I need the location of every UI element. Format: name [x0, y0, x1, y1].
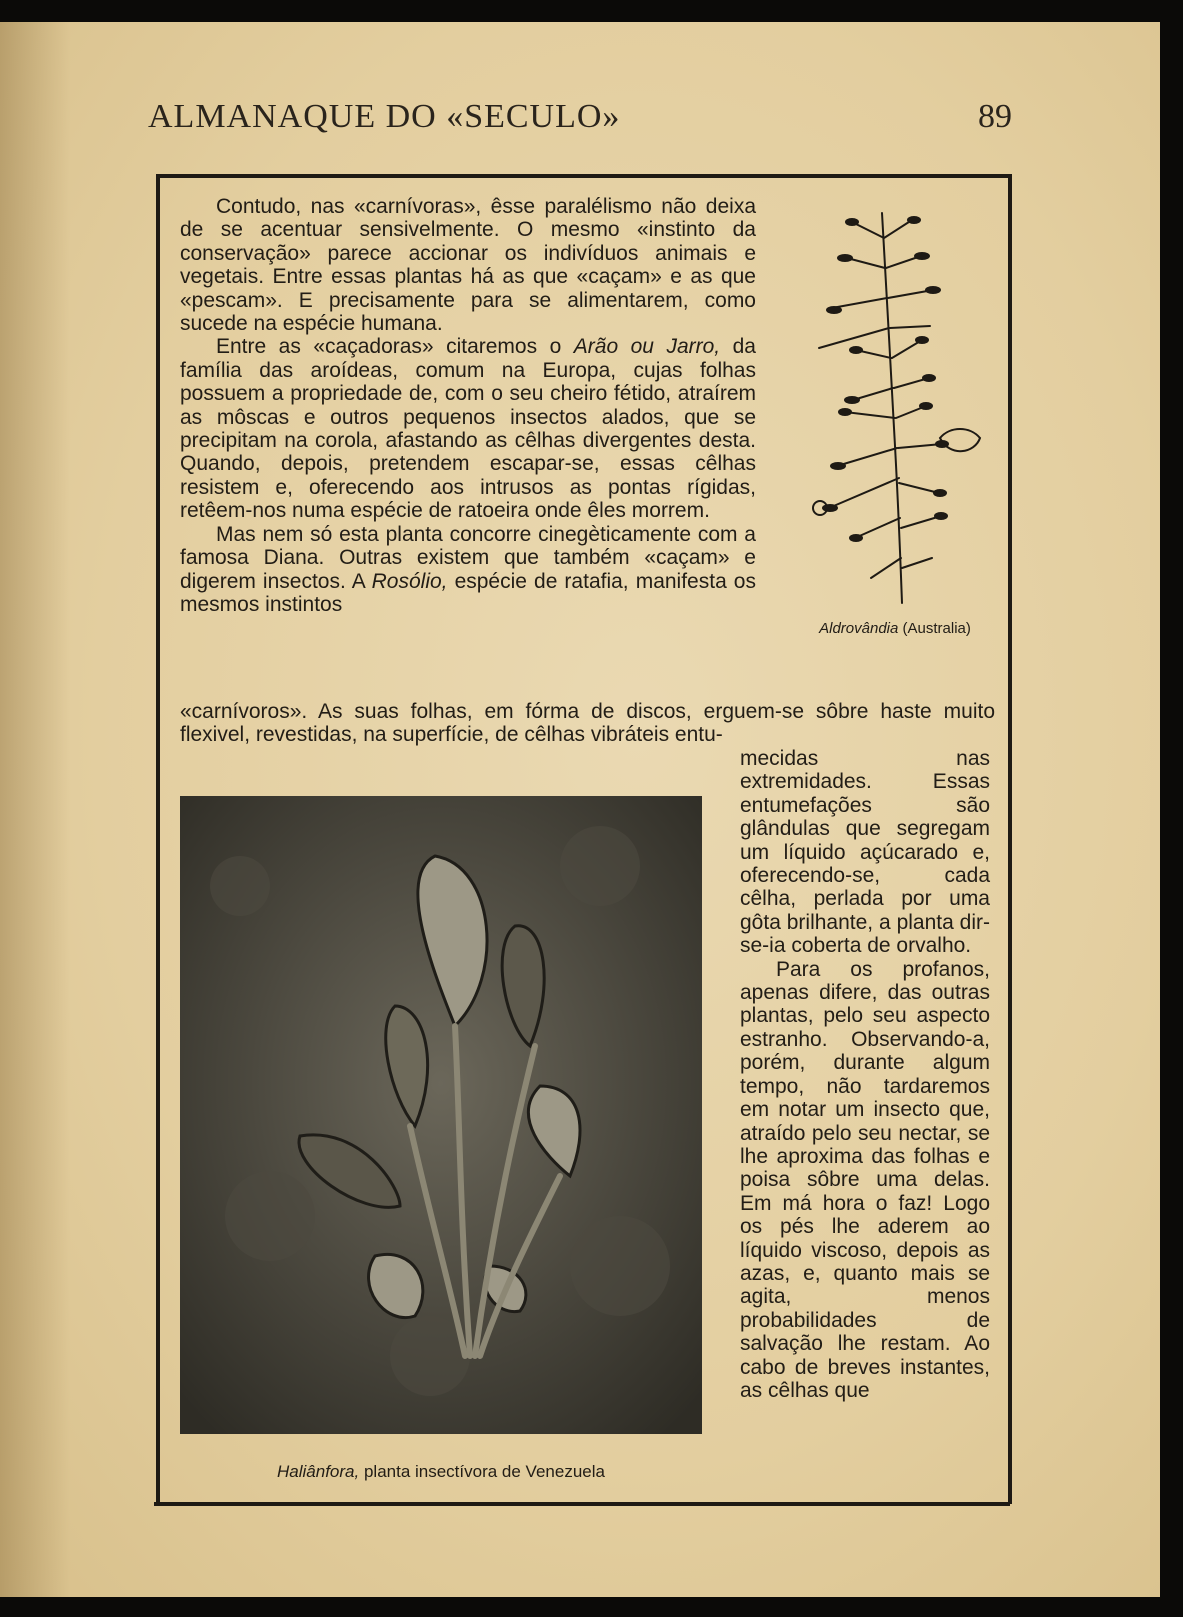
plant-name: Arão ou Jarro, — [573, 335, 721, 359]
aldrovandia-caption: Aldrovândia (Australia) — [819, 620, 971, 637]
spine-shadow — [0, 22, 70, 1597]
article-column-wide — [180, 700, 995, 747]
plant-name: Rosólio, — [371, 569, 448, 593]
frame-rule-top — [160, 174, 1010, 178]
page — [0, 22, 1160, 1597]
paragraph: Entre as «caçadoras» citaremos o Arão ou Jarro, da família das aroídeas, comum na Europa, cujas folhas possuem a propriedade de, com o seu cheiro fétido, atraírem as môscas e outros pequenos insectos alados, que se precipitam na corola, afastando as cêlhas divergentes desta. Quando, depois, pretendem escapar-se, essas cêlhas resistem e, oferecendo aos intrusos as pontas rígidas, retêem-nos numa espécie de ratoeira onde êles morrem. — [180, 335, 756, 523]
photo-caption: Haliânfora, planta insectívora de Venezuela — [277, 1462, 605, 1481]
paragraph: Para os profanos, apenas difere, das outras plantas, pelo seu aspecto estranho. Observando-a, porém, durante algum tempo, não tardaremos em notar um insecto que, atraído pelo seu nectar, se lhe aproxima das folhas e poisa sôbre uma delas. Em má hora o faz! Logo os pés lhe aderem ao líquido viscoso, depois as azas, e, quanto mais se agita, menos probabilidades de salvação lhe restam. Ao cabo de breves instantes, as cêlhas que — [740, 957, 990, 1402]
paragraph: «carnívoros». As suas folhas, em fórma de discos, erguem-se sôbre haste muito flexivel, revestidas, na superfície, de cêlhas vibráteis entu- — [180, 700, 995, 747]
frame-rule-left — [156, 174, 160, 1504]
article-column-right — [740, 747, 990, 1402]
halianfora-photo — [180, 796, 702, 1434]
frame-rule-right — [1008, 174, 1012, 1504]
running-header-title: ALMANAQUE DO «SECULO» — [148, 98, 621, 135]
paragraph: Contudo, nas «carnívoras», êsse paralélismo não deixa de se acentuar sensivelmente. O mesmo «instinto da conservação» parece accionar os indivíduos animais e vegetais. Entre essas plantas há as que «caçam» e as que «pescam». E precisamente para se alimentarem, como sucede na espécie humana. — [180, 195, 756, 336]
paragraph: mecidas nas extremidades. Essas entumefações são glândulas que segregam um líquido açúcarado e, oferecendo-se, cada cêlha, perlada por uma gôta brilhante, a planta dir-se-ia coberta de orvalho. — [740, 747, 990, 958]
aldrovandia-illustration — [790, 198, 995, 613]
frame-rule-bottom — [154, 1502, 1010, 1506]
paragraph: Mas nem só esta planta concorre cinegèticamente com a famosa Diana. Outras existem que também «caçam» e digerem insectos. A Rosólio, espécie de ratafia, manifesta os mesmos instintos — [180, 522, 756, 616]
page-number: 89 — [978, 98, 1012, 135]
article-column-top — [180, 195, 756, 616]
